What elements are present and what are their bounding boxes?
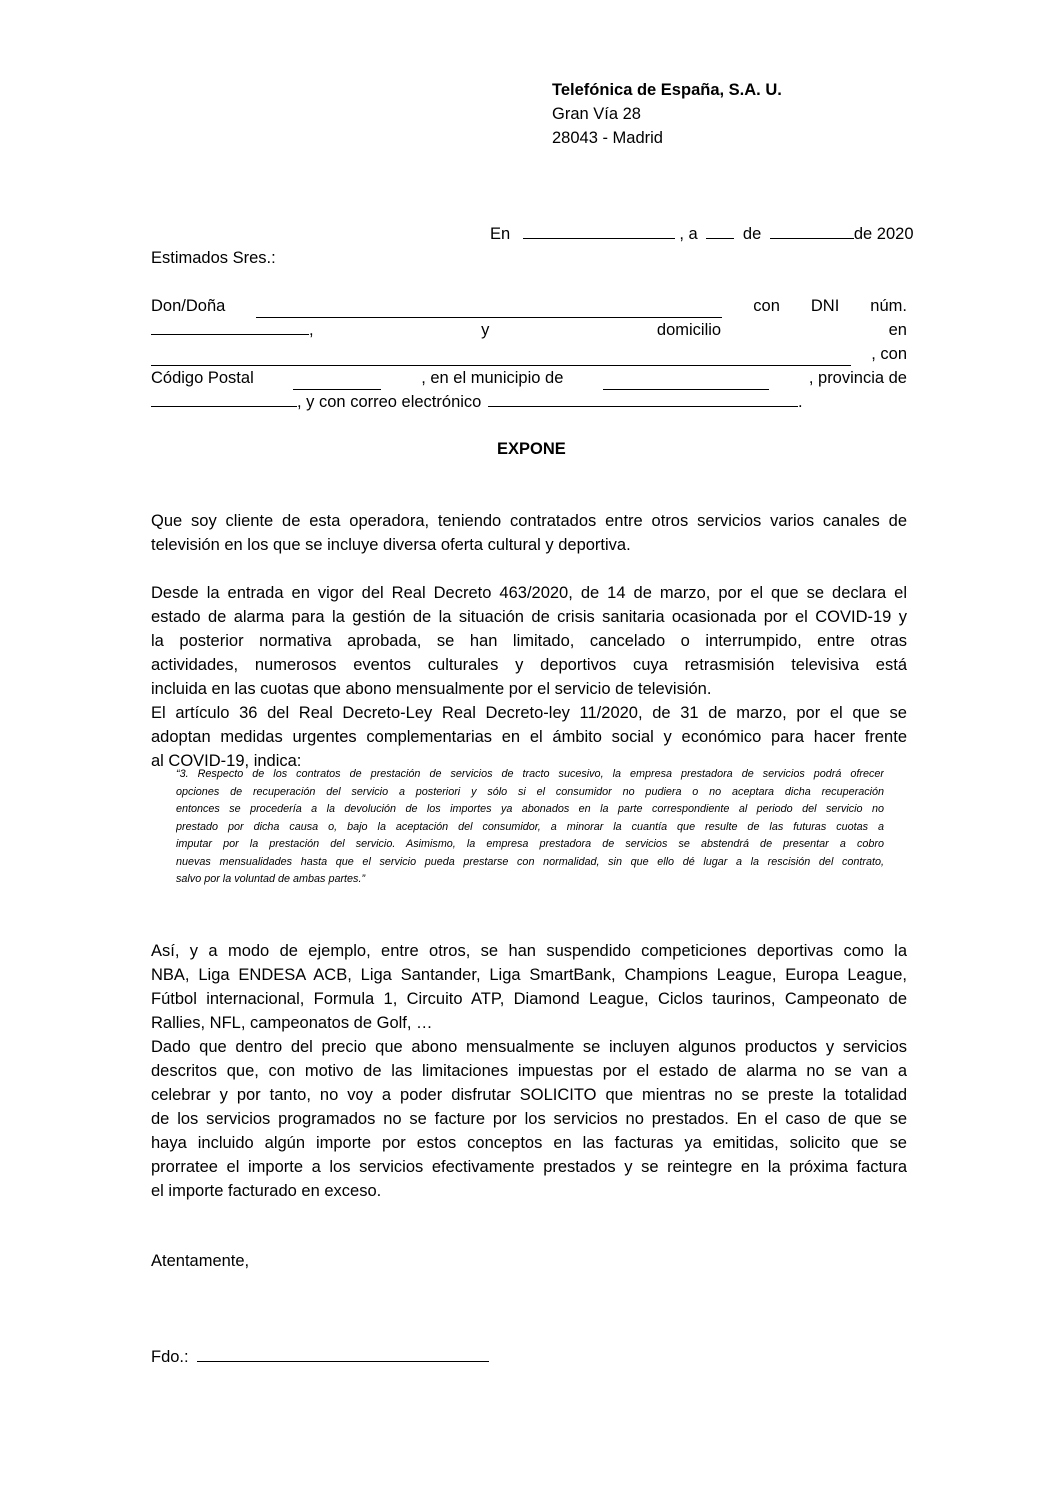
provincia-blank[interactable] [151, 392, 297, 407]
quote-line: prestado por dicha causa o, bajo la aceptación del consumidor, a minorar la cuantía que resulte de las futuras cuotas a [176, 820, 884, 833]
text-line: celebrar y por tanto, no voy a poder disfrutar SOLICITO que mientras no se preste la totalidad [151, 1086, 907, 1104]
name-label: Don/Doña [151, 297, 226, 315]
city-blank[interactable] [523, 224, 675, 239]
municipio-label: , en el municipio de [421, 369, 564, 387]
text-line: El artículo 36 del Real Decreto-Ley Real Decreto-ley 11/2020, de 31 de marzo, por el que se [151, 704, 907, 722]
quote-line: nuevas mensualidades hasta que el servicio pueda prestarse con normalidad, sin que ello dé lugar a la rescisión del contrato, [176, 855, 884, 868]
form-line-postcode [151, 366, 907, 390]
paragraph-2 [151, 581, 907, 701]
municipio-blank[interactable] [603, 375, 769, 390]
quote-line: opciones de recuperación del servicio a posteriori y sólo si el consumidor no pudiera o no aceptara dicha recuperación [176, 785, 884, 798]
postcode-blank[interactable] [293, 375, 381, 390]
date-de-label: de [742, 225, 762, 243]
signature-line [151, 1345, 489, 1369]
num-label: núm. [870, 297, 907, 315]
email-blank[interactable] [488, 392, 798, 407]
address-blank[interactable] [151, 351, 851, 366]
signature-blank[interactable] [197, 1347, 489, 1362]
quote-line: “3. Respecto de los contratos de prestación de servicios de tracto sucesivo, la empresa prestadora de servicios podrá ofrecer [176, 768, 884, 780]
recipient-city: 28043 - Madrid [552, 129, 663, 147]
closing: Atentamente, [151, 1252, 250, 1270]
text-line: al COVID-19, indica: [151, 752, 302, 770]
date-year: de 2020 [853, 225, 914, 243]
date-a-label: , a [679, 225, 698, 243]
text-line: estado de alarma para la gestión de la situación de crisis sanitaria ocasionada por el COVID-19 y [151, 608, 907, 626]
text-line: adoptan medidas urgentes complementarias en el ámbito social y económico para hacer frente [151, 728, 907, 746]
text-line: televisión en los que se incluye diversa oferta cultural y deportiva. [151, 536, 631, 554]
text-line: haya incluido algún importe por estos conceptos en las facturas ya emitidas, solicito que se [151, 1134, 907, 1152]
signature-label: Fdo.: [151, 1348, 189, 1366]
email-label: , y con correo electrónico [297, 393, 482, 411]
day-blank[interactable] [706, 224, 734, 239]
form-line-name [151, 294, 907, 318]
text-line: Así, y a modo de ejemplo, entre otros, se han suspendido competiciones deportivas como la [151, 942, 907, 960]
expone-heading: EXPONE [497, 440, 566, 458]
text-line: Que soy cliente de esta operadora, teniendo contratados entre otros servicios varios canales de [151, 512, 907, 530]
date-en-label: En [490, 225, 511, 243]
y-label: y [481, 321, 490, 339]
quote-line: entonces se procedería a la devolución de los importes ya abonados en la parte correspondiente al periodo del servicio no [176, 803, 884, 815]
recipient-company: Telefónica de España, S.A. U. [552, 81, 782, 99]
text-line: Fútbol internacional, Formula 1, Circuito ATP, Diamond League, Ciclos taurinos, Campeonato de [151, 990, 907, 1008]
text-line: NBA, Liga ENDESA ACB, Liga Santander, Liga SmartBank, Champions League, Europa League, [151, 966, 907, 984]
legal-quote [176, 766, 884, 889]
text-line: Dado que dentro del precio que abono mensualmente se incluyen algunos productos y servicios [151, 1038, 907, 1056]
month-blank[interactable] [770, 224, 854, 239]
paragraph-4 [151, 939, 907, 1035]
paragraph-5 [151, 1035, 907, 1203]
greeting: Estimados Sres.: [151, 249, 276, 267]
text-line: Desde la entrada en vigor del Real Decreto 463/2020, de 14 de marzo, por el que se declara el [151, 584, 907, 602]
date-line [490, 222, 914, 246]
text-line: prorratee el importe a los servicios efectivamente prestados y se reintegre en la próxima factura [151, 1158, 907, 1176]
dni-blank[interactable] [151, 320, 309, 335]
dni-label: DNI [810, 297, 840, 315]
text-line: el importe facturado en exceso. [151, 1182, 382, 1200]
quote-line: imputar por la prestación del servicio. Asimismo, la empresa prestadora de servicios se abstendrá de presentar a cobro [176, 838, 884, 850]
name-blank[interactable] [256, 303, 722, 318]
form-line-email [151, 390, 803, 414]
form-line-dni: , y domicilio en [151, 318, 907, 342]
provincia-label: , provincia de [808, 369, 907, 387]
domicilio-label: domicilio [656, 321, 722, 339]
text-line: actividades, numerosos eventos culturales y deportivos cuya retrasmisión televisiva está [151, 656, 907, 674]
text-line: incluida en las cuotas que abono mensualmente por el servicio de televisión. [151, 680, 712, 698]
text-line: la posterior normativa aprobada, se han limitado, cancelado o interrumpido, entre otras [151, 632, 907, 650]
email-end: . [797, 393, 803, 411]
quote-line: salvo por la voluntad de ambas partes.” [176, 873, 366, 885]
con-label-2: , con [871, 345, 907, 363]
en-label: en [888, 321, 907, 339]
con-label: con [753, 297, 780, 315]
text-line: Rallies, NFL, campeonatos de Golf, … [151, 1014, 433, 1032]
text-line: de los servicios programados no se facture por los servicios no prestados. En el caso de que se [151, 1110, 907, 1128]
paragraph-3 [151, 701, 907, 773]
recipient-street: Gran Vía 28 [552, 105, 641, 123]
text-line: descritos que, con motivo de las limitaciones impuestas por el estado de alarma no se van a [151, 1062, 907, 1080]
paragraph-1 [151, 509, 907, 557]
form-line-address [151, 342, 907, 366]
postcode-label: Código Postal [151, 369, 254, 387]
